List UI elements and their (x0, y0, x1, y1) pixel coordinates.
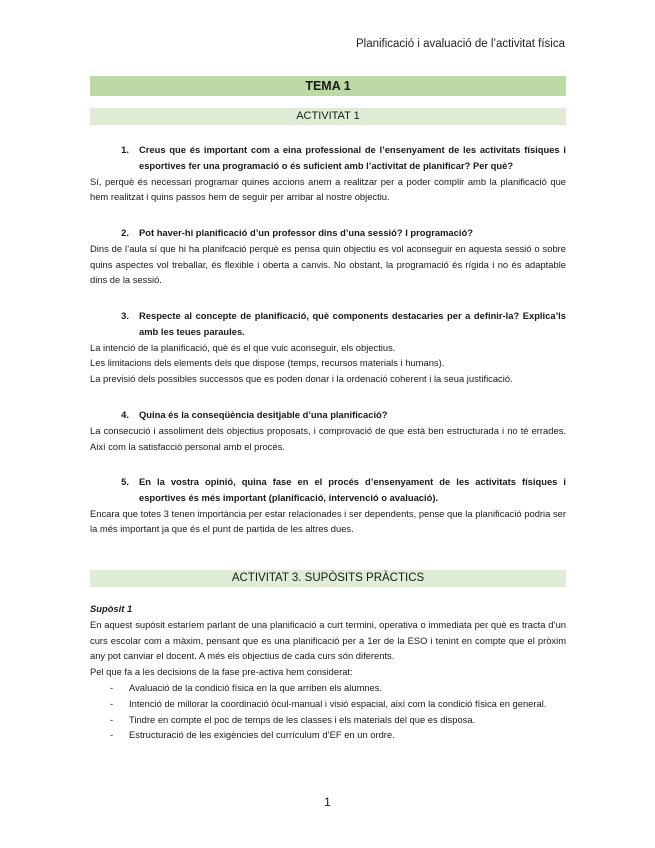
question-number: 5. (121, 476, 129, 487)
answer-text: La consecució i assoliment dels objectius proposats, i comprovació de que està ben estructurada i no té errades. Així com la satisfacció personal amb el procés. (90, 424, 566, 452)
answer-text: Encara que totes 3 tenen importància per estar relacionades i ser dependents, pense que la planificació podria ser la més important ja que és el punt de partida de les altres dues. (90, 507, 566, 535)
question-block-1 (90, 142, 566, 205)
supposit-title: Supòsit 1 (90, 603, 133, 614)
answer-text: La previsió dels possibles successos que es poden donar i la ordenació coherent i la seua justificació. (90, 373, 513, 385)
list-item: - Tindre en compte el poc de temps de les classes i els materials del que es disposa. (110, 713, 476, 725)
activitat3-title: ACTIVITAT 3. SUPÒSITS PRÀCTICS (90, 570, 566, 587)
question (90, 474, 566, 506)
question-block-5 (90, 474, 566, 537)
question-number: 3. (121, 310, 129, 321)
activitat1-title: ACTIVITAT 1 (90, 108, 566, 125)
list-item: - Estructuració de les exigències del currículum d’EF en un ordre. (110, 729, 395, 741)
question-block-3 (90, 308, 566, 387)
list-item: - Avaluació de la condició física en la que arriben els alumnes. (110, 681, 383, 693)
tema-title: TEMA 1 (90, 76, 566, 96)
answer-text: La intenció de la planificació, què és el que vuic aconseguir, els objectius. (90, 341, 396, 353)
answer-text: Dins de l’aula sí que hi ha planifcació perquè es pensa quin objectiu es vol aconseguir en aquesta sessió o sobre quins aspectes vol treballar, és flexible i oberta a canvis. No obstant, la programació és rígida i no és adaptable dins de la sessió. (90, 242, 566, 286)
running-header: Planificació i avaluació de l’activitat física (355, 38, 565, 50)
question-text: Pot haver-hi planificació d’un professor dins d’una sessió? I programació? (139, 227, 473, 238)
question (90, 407, 566, 423)
question-number: 4. (121, 409, 129, 420)
answer-text: Les limitacions dels elements dels que dispose (temps, recursos materials i humans). (90, 357, 445, 369)
question (90, 225, 566, 241)
supposit-section (90, 601, 566, 743)
supposit-lead: Pel que fa a les decisions de la fase pre-activa hem considerat: (90, 666, 353, 678)
question (90, 142, 566, 174)
question-text: Respecte al concepte de planificació, què components destacaries per a definir-la? Explica’ls amb les teues paraules. (139, 310, 566, 337)
question-text: Creus que és important com a eina professional de l’ensenyament de les activitats físiques i esportives fer una programació o és suficient amb l’activitat de planificar? Per què? (139, 144, 566, 171)
question-number: 2. (121, 227, 129, 238)
page-number: 1 (324, 795, 331, 809)
question-block-2 (90, 225, 566, 288)
question-text: En la vostra opinió, quina fase en el procés d’ensenyament de les activitats físiques i esportives és més important (planificació, intervenció o avaluació). (139, 476, 566, 503)
supposit-intro: En aquest supòsit estaríem parlant de una planificació a curt termini, operativa o immediata per què es tracta d’un curs escolar com a màxim, pensant que es una planificació per a 1er de la ESO i tenint en compte que el pròxim any pot canviar el docent. A més els objectius de cada curs són diferents. (90, 618, 566, 662)
question-block-4 (90, 407, 566, 454)
answer-text: Sí, perquè és necessari programar quines accions anem a realitzar per a poder complir amb la planificació que hem realitzat i quins passos hem de seguir per arribar al nostre objectiu. (90, 175, 566, 203)
question-number: 1. (121, 144, 129, 155)
list-item: - Intenció de millorar la coordinació òcul-manual i visió espacial, així com la condició física en general. (110, 697, 547, 709)
decision-list (90, 680, 566, 743)
question-text: Quina és la conseqüència desitjable d’una planificació? (139, 409, 388, 420)
question (90, 308, 566, 340)
